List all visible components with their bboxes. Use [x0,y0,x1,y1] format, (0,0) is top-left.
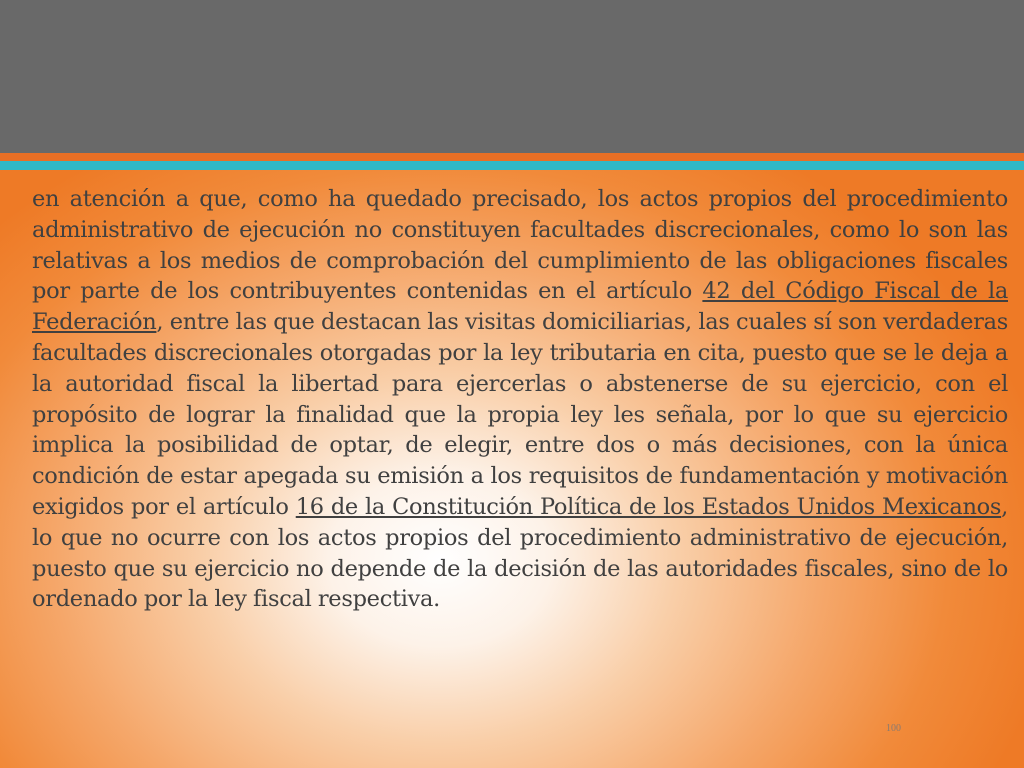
codigo-fiscal-link[interactable]: 42 del Código Fiscal de la Federación [32,278,1008,336]
orange-stripe [0,153,1024,161]
paragraph-text-part2: , entre las que destacan las visitas domiciliarias, las cuales sí son verdaderas facultades discrecionales otorgadas por la ley tributaria en cita, puesto que se le deja a la autoridad fiscal la libertad para ejercerlas o abstenerse de su ejercicio, con el propósito de lograr la finalidad que la propia ley les señala, por lo que su ejercicio implica la posibilidad de optar, de elegir, entre dos o más decisiones, con la única condición de estar apegada su emisión a los requisitos de fundamentación y motivación exigidos por el artículo [32,309,1008,520]
body-paragraph [32,184,1008,615]
header-band [0,0,1024,153]
page-number: 100 [886,723,901,734]
constitucion-link[interactable]: 16 de la Constitución Política de los Estados Unidos Mexicanos [295,493,1002,520]
teal-stripe [0,161,1024,170]
paragraph-text-part3: , lo que no ocurre con los actos propios del procedimiento administrativo de ejecución, puesto que su ejercicio no depende de la decisión de las autoridades fiscales, sino de lo ordenado por la ley fiscal respectiva. [32,493,1008,613]
paragraph-text-part1: en atención a que, como ha quedado precisado, los actos propios del procedimiento administrativo de ejecución no constituyen facultades discrecionales, como lo son las relativas a los medios de comprobación del cumplimiento de las obligaciones fiscales por parte de los contribuyentes contenidas en el artículo [32,186,1008,305]
